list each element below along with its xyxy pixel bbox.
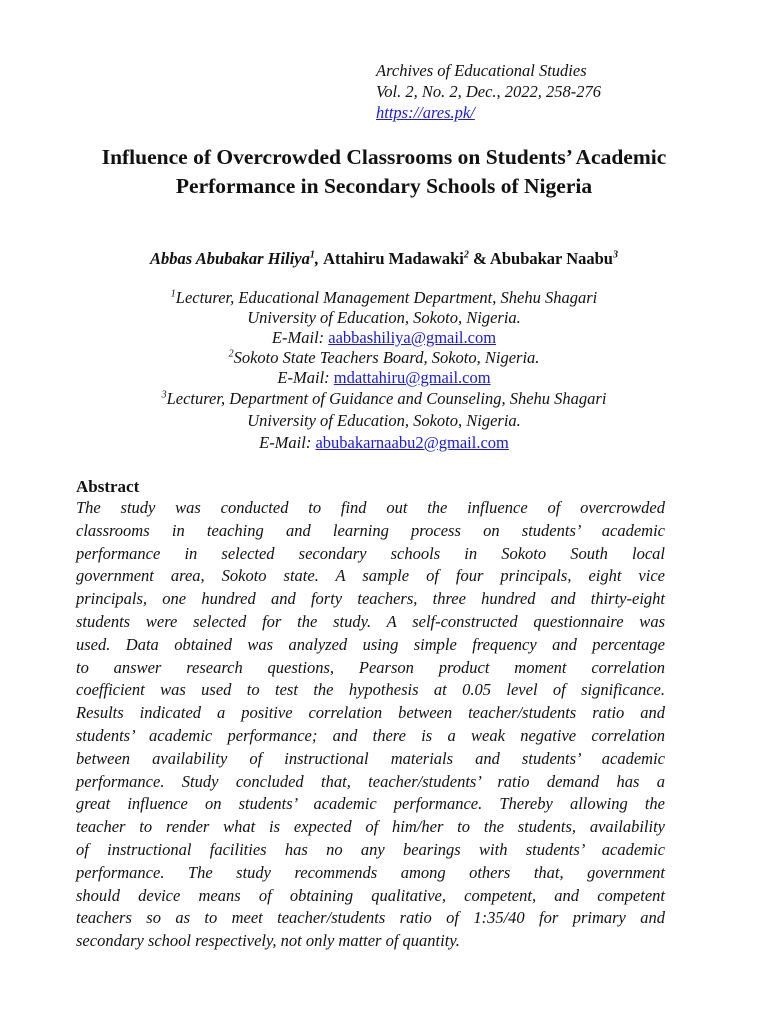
- abstract-heading: Abstract: [76, 477, 140, 496]
- author-1-name: Abbas Abubakar Hiliya: [150, 249, 310, 268]
- abstract-line: Results indicated a positive correlation between teacher/students ratio and: [76, 703, 665, 723]
- journal-url-link[interactable]: https://ares.pk/: [376, 103, 475, 122]
- author-1: [150, 249, 315, 268]
- author-list: [40, 248, 728, 270]
- journal-header: [376, 60, 601, 123]
- author-1-sup: 1: [309, 249, 315, 261]
- abstract-text: [76, 497, 665, 953]
- abstract-line: performance in selected secondary schools in Sokoto South local: [76, 543, 665, 563]
- email-link-3[interactable]: abubakarnaabu2@gmail.com: [315, 433, 509, 452]
- abstract-line: students’ academic performance; and there is a weak negative correlation: [76, 725, 665, 745]
- affiliation-3-sup: 3: [161, 389, 167, 401]
- abstract-line: performance. Study concluded that, teacher/students’ ratio demand has a: [76, 771, 665, 791]
- author-2-name: Attahiru Madawaki: [323, 249, 464, 268]
- author-separator: &: [468, 249, 490, 268]
- abstract-line: government area, Sokoto state. A sample of four principals, eight vice: [76, 566, 665, 586]
- affiliation-2-line1: Sokoto State Teachers Board, Sokoto, Nigeria.: [233, 348, 540, 367]
- email-label: E-Mail:: [277, 368, 330, 387]
- affiliation-1-line1: Lecturer, Educational Management Department, Shehu Shagari: [175, 288, 598, 307]
- email-label: E-Mail:: [259, 433, 312, 452]
- abstract-line: students were selected for the study. A self-constructed questionnaire was: [76, 611, 665, 631]
- journal-name: Archives of Educational Studies: [376, 61, 587, 80]
- abstract-line: principals, one hundred and forty teachers, three hundred and thirty-eight: [76, 589, 665, 609]
- abstract-line: coefficient was used to test the hypothesis at 0.05 level of significance.: [76, 680, 665, 700]
- abstract-line: secondary school respectively, not only matter of quantity.: [76, 931, 460, 951]
- author-3-sup: 3: [612, 249, 618, 261]
- journal-volume: Vol. 2, No. 2, Dec., 2022, 258-276: [376, 82, 602, 101]
- affiliation-2: [40, 348, 728, 388]
- abstract-line: used. Data obtained was analyzed using simple frequency and percentage: [76, 634, 665, 654]
- affiliation-1-sup: 1: [170, 288, 176, 300]
- author-3-name: Abubakar Naabu: [489, 249, 613, 268]
- affiliation-2-sup: 2: [228, 348, 234, 360]
- abstract-line: teachers so as to meet teacher/students ratio of 1:35/40 for primary and: [76, 908, 665, 928]
- abstract-line: performance. The study recommends among others that, government: [76, 862, 665, 882]
- abstract-line: great influence on students’ academic performance. Thereby allowing the: [76, 794, 665, 814]
- affiliation-1-line2: University of Education, Sokoto, Nigeria.: [247, 308, 521, 327]
- email-link-1[interactable]: aabbashiliya@gmail.com: [328, 328, 497, 347]
- abstract-line: between availability of instructional materials and students’ academic: [76, 748, 665, 768]
- email-label: E-Mail:: [271, 328, 325, 347]
- paper-title: Influence of Overcrowded Classrooms on Students’ Academic Performance in Secondary Schools of Nigeria: [101, 145, 667, 198]
- abstract-line: of instructional facilities has no any bearings with students’ academic: [76, 839, 665, 859]
- abstract-line: to answer research questions, Pearson product moment correlation: [76, 657, 665, 677]
- affiliation-3: [40, 388, 728, 454]
- email-link-2[interactable]: mdattahiru@gmail.com: [333, 368, 491, 387]
- abstract-line: should device means of obtaining qualitative, competent, and competent: [76, 885, 665, 905]
- author-3: [490, 249, 618, 268]
- author-separator: ,: [314, 249, 324, 268]
- abstract-line: The study was conducted to find out the influence of overcrowded: [76, 498, 665, 517]
- abstract-line: teacher to render what is expected of him/her to the students, availability: [76, 817, 665, 837]
- affiliation-3-line1: Lecturer, Department of Guidance and Counseling, Shehu Shagari: [166, 389, 607, 408]
- affiliation-3-line2: University of Education, Sokoto, Nigeria.: [247, 411, 521, 430]
- author-2-sup: 2: [463, 249, 469, 261]
- author-2: [323, 249, 469, 268]
- abstract-line: classrooms in teaching and learning process on students’ academic: [76, 520, 665, 540]
- affiliation-1: [40, 288, 728, 348]
